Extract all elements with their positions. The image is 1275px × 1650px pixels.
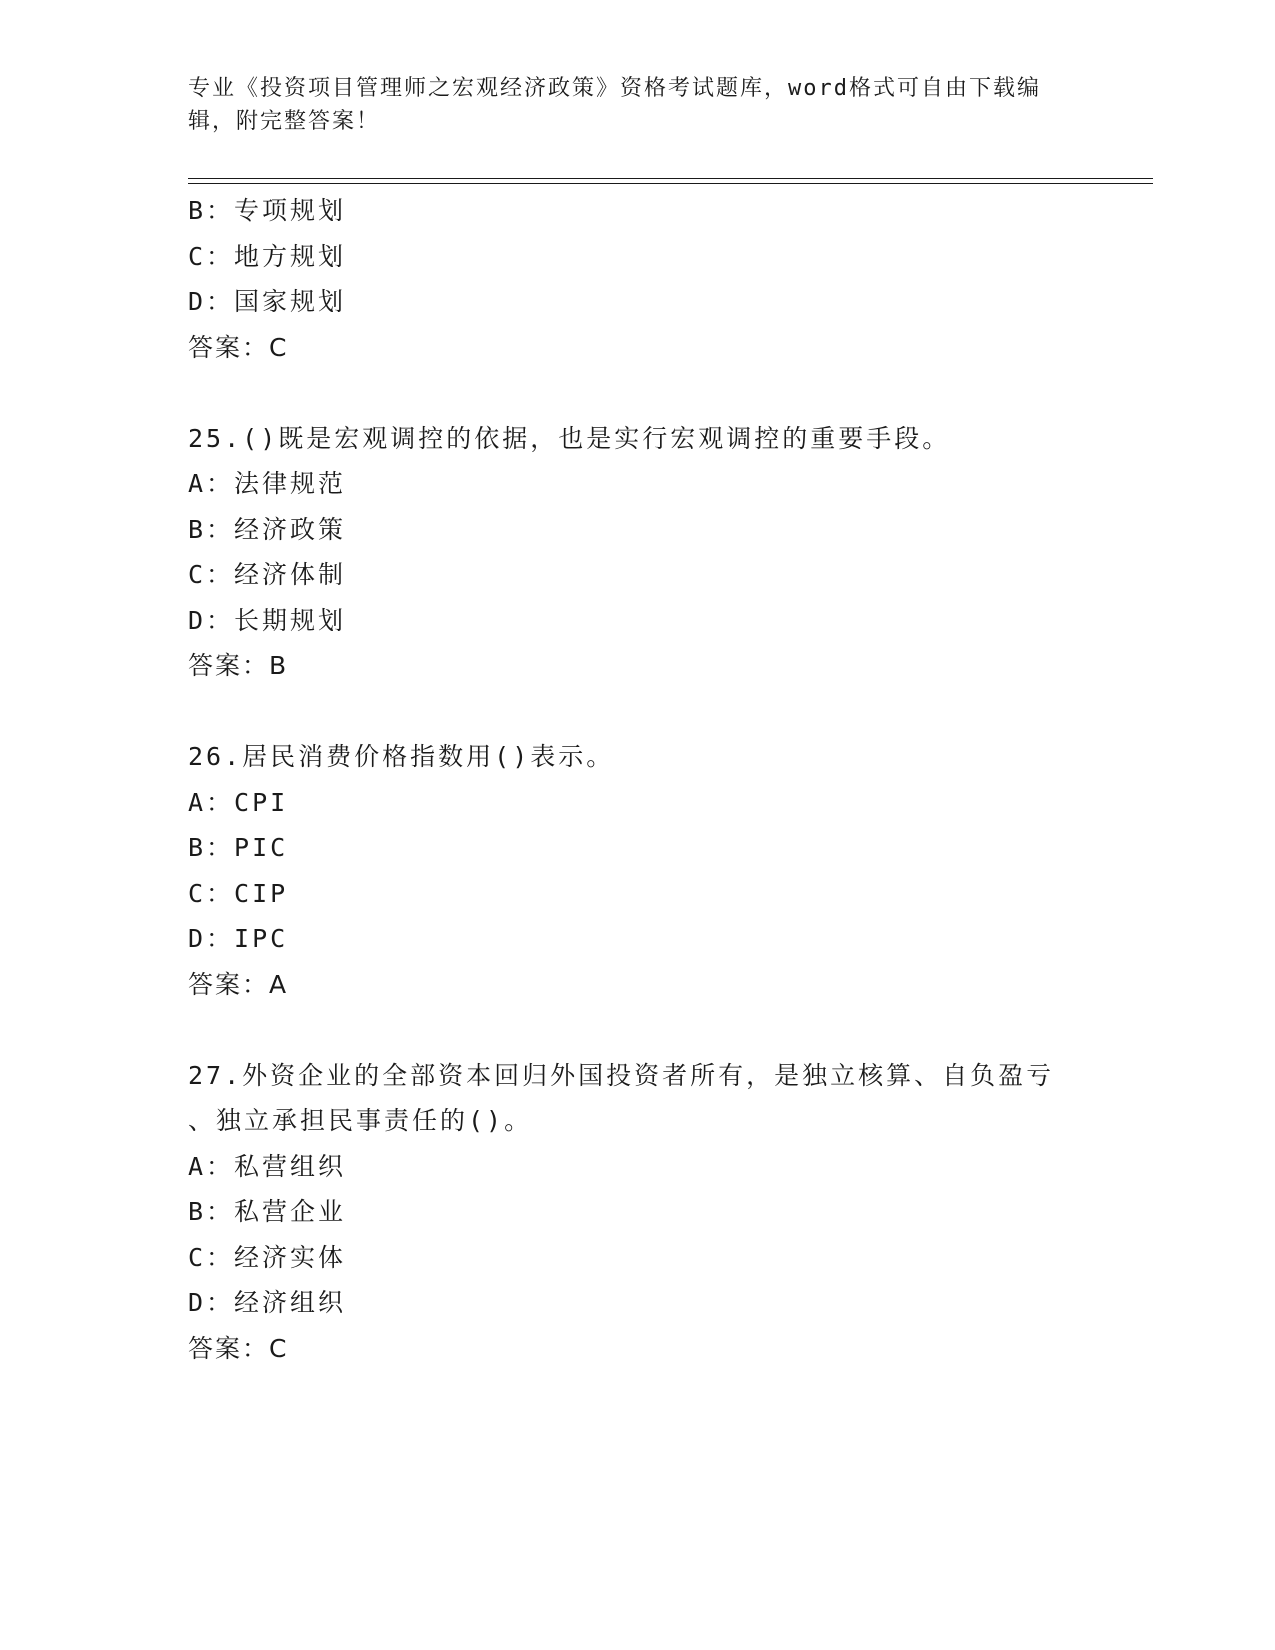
option-d: D：长期规划 (188, 605, 347, 635)
question-26 (188, 734, 1088, 1007)
question-25 (188, 416, 1088, 689)
question-text: 26.居民消费价格指数用()表示。 (188, 742, 615, 771)
option-c: C：地方规划 (188, 241, 347, 271)
question-24 (188, 188, 1088, 370)
option-a: A：私营组织 (188, 1151, 347, 1181)
option-b: B：PIC (188, 833, 289, 862)
option-b: B：私营企业 (188, 1197, 347, 1226)
option-a: A：法律规范 (188, 469, 347, 498)
question-text-line-1: 27.外资企业的全部资本回归外国投资者所有，是独立核算、自负盈亏 (188, 1060, 1055, 1090)
answer: 答案：A (188, 969, 289, 999)
header-divider-bottom (188, 183, 1153, 184)
answer: 答案：C (188, 1333, 289, 1363)
question-27 (188, 1053, 1088, 1372)
answer: 答案：B (188, 651, 289, 680)
option-d: D：国家规划 (188, 287, 347, 316)
document-header: 专业《投资项目管理师之宏观经济政策》资格考试题库，word格式可自由下载编辑，附完整答案！ (188, 76, 1041, 134)
spacer (188, 1007, 1088, 1053)
option-c: C：经济体制 (188, 560, 347, 589)
question-text: 25.()既是宏观调控的依据，也是实行宏观调控的重要手段。 (188, 423, 951, 453)
header-divider-top (188, 178, 1153, 179)
option-b: B：经济政策 (188, 514, 347, 544)
option-c: C：CIP (188, 878, 289, 908)
spacer (188, 370, 1088, 416)
option-c: C：经济实体 (188, 1242, 347, 1272)
answer: 答案：C (188, 332, 289, 362)
option-d: D：经济组织 (188, 1288, 347, 1317)
option-b: B：专项规划 (188, 196, 347, 225)
spacer (188, 689, 1088, 735)
question-list (188, 188, 1088, 1371)
option-d: D：IPC (188, 924, 289, 953)
option-a: A：CPI (188, 787, 289, 817)
question-text-line-2: 、独立承担民事责任的()。 (188, 1106, 533, 1135)
